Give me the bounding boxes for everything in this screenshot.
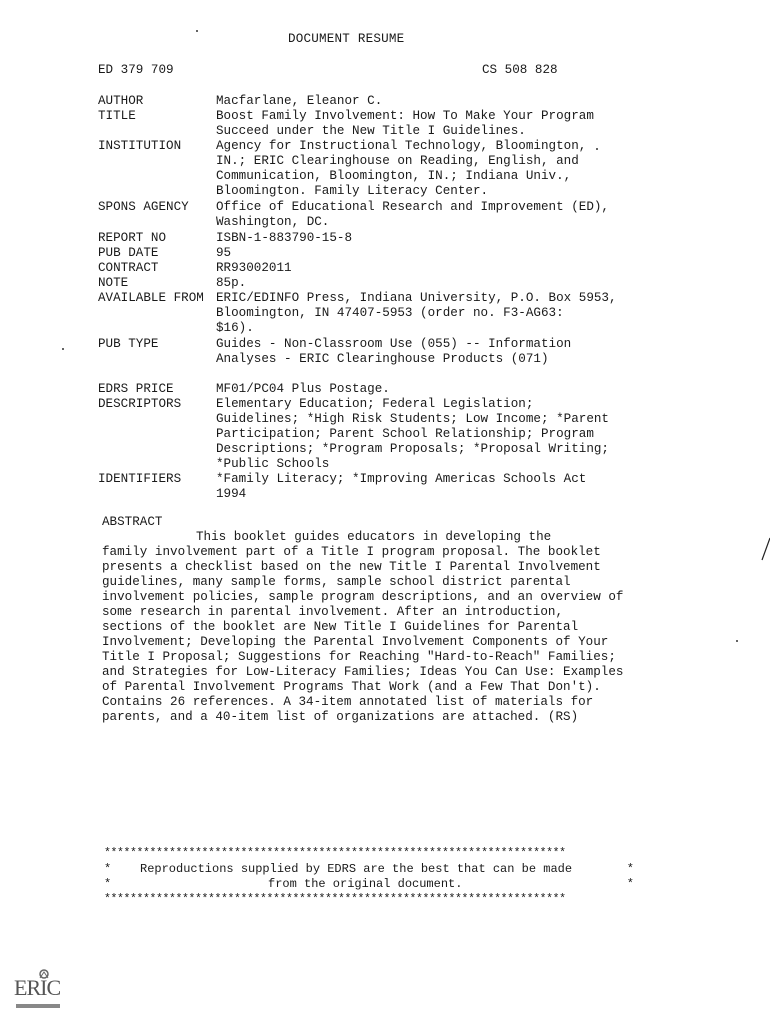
field-value: ERIC/EDINFO Press, Indiana University, P.O. Box 5953, Bloomington, IN 47407-5953 (order no. F3-AG63: $16). <box>216 291 617 335</box>
star-border-bottom: *********************************************************************** <box>104 893 566 906</box>
scan-speck <box>596 148 598 150</box>
field-value: ISBN-1-883790-15-8 <box>216 231 353 245</box>
field-available-from <box>98 291 628 336</box>
field-value: Elementary Education; Federal Legislation; Guidelines; *High Risk Students; Low Income; *Parent Participation; Parent School Relationship; Program Descriptions; *Program Proposals; *Proposal Writing; *Public Schools <box>216 397 609 471</box>
star-border-top: *********************************************************************** <box>104 847 566 860</box>
field-label: EDRS PRICE <box>98 382 174 396</box>
field-value: RR93002011 <box>216 261 292 275</box>
field-label: AUTHOR <box>98 94 144 108</box>
field-label: IDENTIFIERS <box>98 472 182 486</box>
document-title: DOCUMENT RESUME <box>288 32 405 46</box>
field-value: Macfarlane, Eleanor C. <box>216 94 383 108</box>
eric-logo-underline <box>16 1004 60 1008</box>
cs-number: CS 508 828 <box>482 63 558 77</box>
field-value: 85p. <box>216 276 247 290</box>
field-label: PUB TYPE <box>98 337 159 351</box>
field-identifiers <box>98 472 628 502</box>
scan-speck <box>196 30 198 32</box>
reproduction-line-2: from the original document. <box>268 877 463 891</box>
field-label: NOTE <box>98 276 129 290</box>
field-spons-agency <box>98 200 628 230</box>
field-label: SPONS AGENCY <box>98 200 189 214</box>
field-label: AVAILABLE FROM <box>98 291 204 305</box>
abstract-body <box>102 530 632 725</box>
ed-number: ED 379 709 <box>98 63 174 77</box>
scan-speck <box>736 640 738 642</box>
field-value: *Family Literacy; *Improving Americas Schools Act 1994 <box>216 472 587 501</box>
eric-logo-text: ERIC <box>14 975 61 1000</box>
field-edrs-price <box>98 382 628 397</box>
field-pub-type <box>98 337 628 367</box>
field-label: CONTRACT <box>98 261 159 275</box>
scan-edge-mark <box>760 530 770 570</box>
field-value: Guides - Non-Classroom Use (055) -- Information Analyses - ERIC Clearinghouse Products (071) <box>216 337 572 366</box>
field-author <box>98 94 628 109</box>
field-label: REPORT NO <box>98 231 167 245</box>
field-label: TITLE <box>98 109 136 123</box>
field-pub-date <box>98 246 628 261</box>
star-mark: * <box>626 877 634 891</box>
field-value: Boost Family Involvement: How To Make Your Program Succeed under the New Title I Guidelines. <box>216 109 594 138</box>
star-mark: * <box>104 877 112 891</box>
metadata-fields <box>98 94 628 502</box>
field-title <box>98 109 628 139</box>
field-label: DESCRIPTORS <box>98 397 182 411</box>
scan-speck <box>62 348 64 350</box>
abstract-text: family involvement part of a Title I program proposal. The booklet presents a checklist based on the new Title I Parental Involvement guidelines, many sample forms, sample school district parental involvement policies, sample program descriptions, and an overview of some research in parental involvement. After an introduction, sections of the booklet are New Title I Guidelines for Parental Involvement; Developing the Parental Involvement Components of Your Title I Proposal; Suggestions for Reaching "Hard-to-Reach" Families; and Strategies for Low-Literacy Families; Ideas You Can Use: Examples of Parental Involvement Programs That Work (and a Few That Don't). Contains 26 references. A 34-item annotated list of materials for parents, and a 40-item list of organizations are attached. (RS) <box>102 545 624 724</box>
field-contract <box>98 261 628 276</box>
abstract-heading: ABSTRACT <box>102 515 163 529</box>
field-value: Agency for Instructional Technology, Bloomington, IN.; ERIC Clearinghouse on Reading, English, and Communication, Bloomington, IN.; Indiana Univ., Bloomington. Family Literacy Center. <box>216 139 587 198</box>
field-label: INSTITUTION <box>98 139 182 153</box>
field-value: 95 <box>216 246 232 260</box>
reproduction-line-1: Reproductions supplied by EDRS are the best that can be made <box>140 862 573 876</box>
field-descriptors <box>98 397 628 472</box>
field-note <box>98 276 628 291</box>
field-value: Office of Educational Research and Improvement (ED), Washington, DC. <box>216 200 609 229</box>
star-mark: * <box>626 862 634 876</box>
field-institution <box>98 139 628 199</box>
star-mark: * <box>104 862 112 876</box>
abstract-first-line: This booklet guides educators in developing the <box>196 530 552 544</box>
eric-logo-icon <box>14 968 64 1012</box>
reproduction-notice <box>104 862 634 892</box>
field-report-no <box>98 231 628 246</box>
field-label: PUB DATE <box>98 246 159 260</box>
field-value: MF01/PC04 Plus Postage. <box>216 382 390 396</box>
